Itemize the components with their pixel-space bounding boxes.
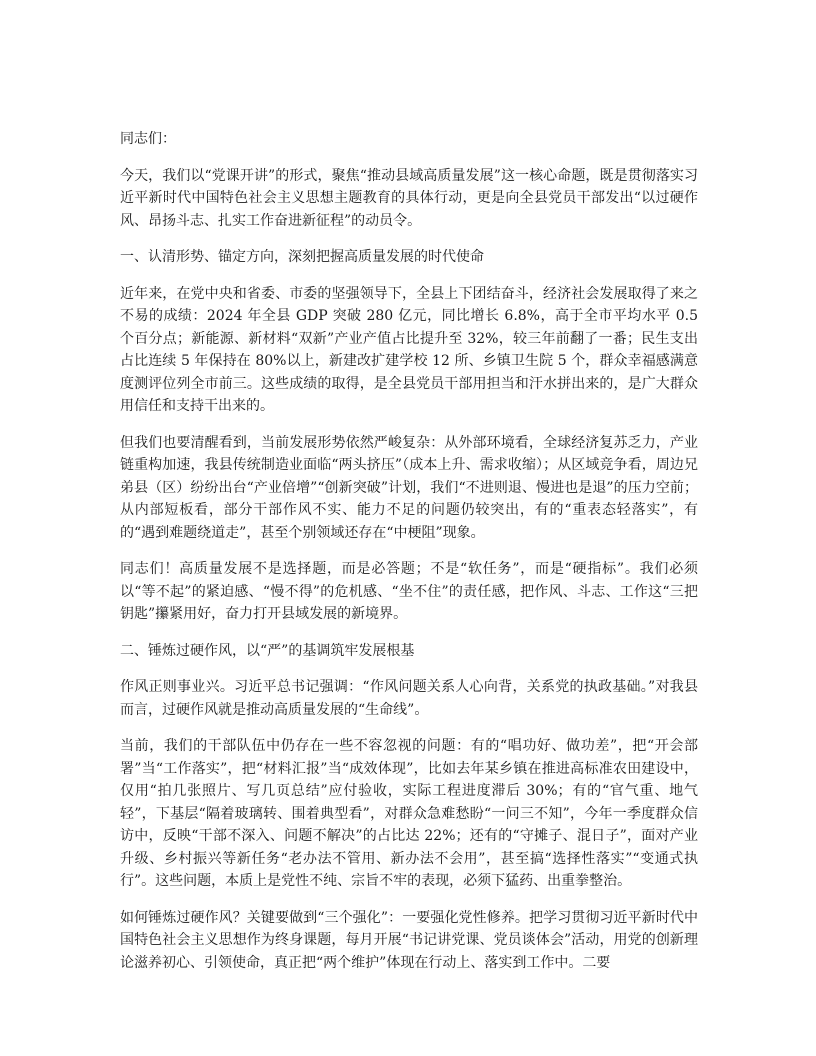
paragraph-problems: 当前，我们的干部队伍中仍存在一些不容忽视的问题：有的“唱功好、做功差”，把“开会部署”当“工作落实”，把“材料汇报”当“成效体现”，比如去年某乡镇在推进高标准农田建设中，仅用“拍几张照片、写几页总结”应付验收，实际工程进度滞后 30%；有的“官气重、地气轻”，下基层“隔着玻璃转、围着典型看”，对群众急难愁盼“一问三不知”，今年一季度群众信访中，反映“干部不深入、问题不解决”的占比达 22%；还有的“守摊子、混日子”，面对产业升级、乡村振兴等新任务“老办法不管用、新办法不会用”，甚至搞“选择性落实”“变通式执行”。这些问题，本质上是党性不纯、宗旨不牢的表现，必须下猛药、出重拳整治。 bbox=[120, 738, 698, 889]
section-heading-2: 二、锤炼过硬作风，以“严”的基调筑牢发展根基 bbox=[120, 642, 415, 659]
paragraph-call-to-action: 同志们！高质量发展不是选择题，而是必答题；不是“软任务”，而是“硬指标”。我们必须以“等不起”的紧迫感、“慢不得”的危机感、“坐不住”的责任感，把作风、斗志、工作这“三把钥匙”攥紧用好，奋力打开县域发展的新境界。 bbox=[120, 561, 698, 622]
paragraph-challenges: 但我们也要清醒看到，当前发展形势依然严峻复杂：从外部环境看，全球经济复苏乏力，产业链重构加速，我县传统制造业面临“两头挤压”（成本上升、需求收缩）；从区域竞争看，周边兄弟县（区）纷纷出台“产业倍增”“创新突破”计划，我们“不进则退、慢进也是退”的压力空前；从内部短板看，部分干部作风不实、能力不足的问题仍较突出，有的“重表态轻落实”，有的“遇到难题绕道走”，甚至个别领域还存在“中梗阻”现象。 bbox=[120, 434, 698, 541]
paragraph-work-style: 作风正则事业兴。习近平总书记强调：“作风问题关系人心向背，关系党的执政基础。”对我县而言，过硬作风就是推动高质量发展的“生命线”。 bbox=[120, 679, 698, 718]
paragraph-intro: 今天，我们以“党课开讲”的形式，聚焦“推动县域高质量发展”这一核心命题，既是贯彻落实习近平新时代中国特色社会主义思想主题教育的具体行动，更是向全县党员干部发出“以过硬作风、昂扬斗志、扎实工作奋进新征程”的动员令。 bbox=[120, 167, 698, 229]
document-body bbox=[120, 128, 698, 988]
paragraph-achievements: 近年来，在党中央和省委、市委的坚强领导下，全县上下团结奋斗，经济社会发展取得了来之不易的成绩：2024 年全县 GDP 突破 280 亿元，同比增长 6.8%，高于全市平均水平 0.5 个百分点；新能源、新材料“双新”产业产值占比提升至 32%，较三年前翻了一番；民生支出占比连续 5 年保持在 80%以上，新建改扩建学校 12 所、乡镇卫生院 5 个，群众幸福感满意度测评位列全市前三。这些成绩的取得，是全县党员干部用担当和汗水拼出来的，是广大群众用信任和支持干出来的。 bbox=[120, 285, 698, 414]
paragraph-three-strengthen: 如何锤炼过硬作风？关键要做到“三个强化”：一要强化党性修养。把学习贯彻习近平新时代中国特色社会主义思想作为终身课题，每月开展“书记讲党课、党员谈体会”活动，用党的创新理论滋养初心、引领使命，真正把“两个维护”体现在行动上、落实到工作中。二要 bbox=[120, 909, 698, 971]
section-heading-1: 一、认清形势、锚定方向，深刻把握高质量发展的时代使命 bbox=[120, 249, 484, 265]
salutation: 同志们： bbox=[120, 131, 176, 147]
